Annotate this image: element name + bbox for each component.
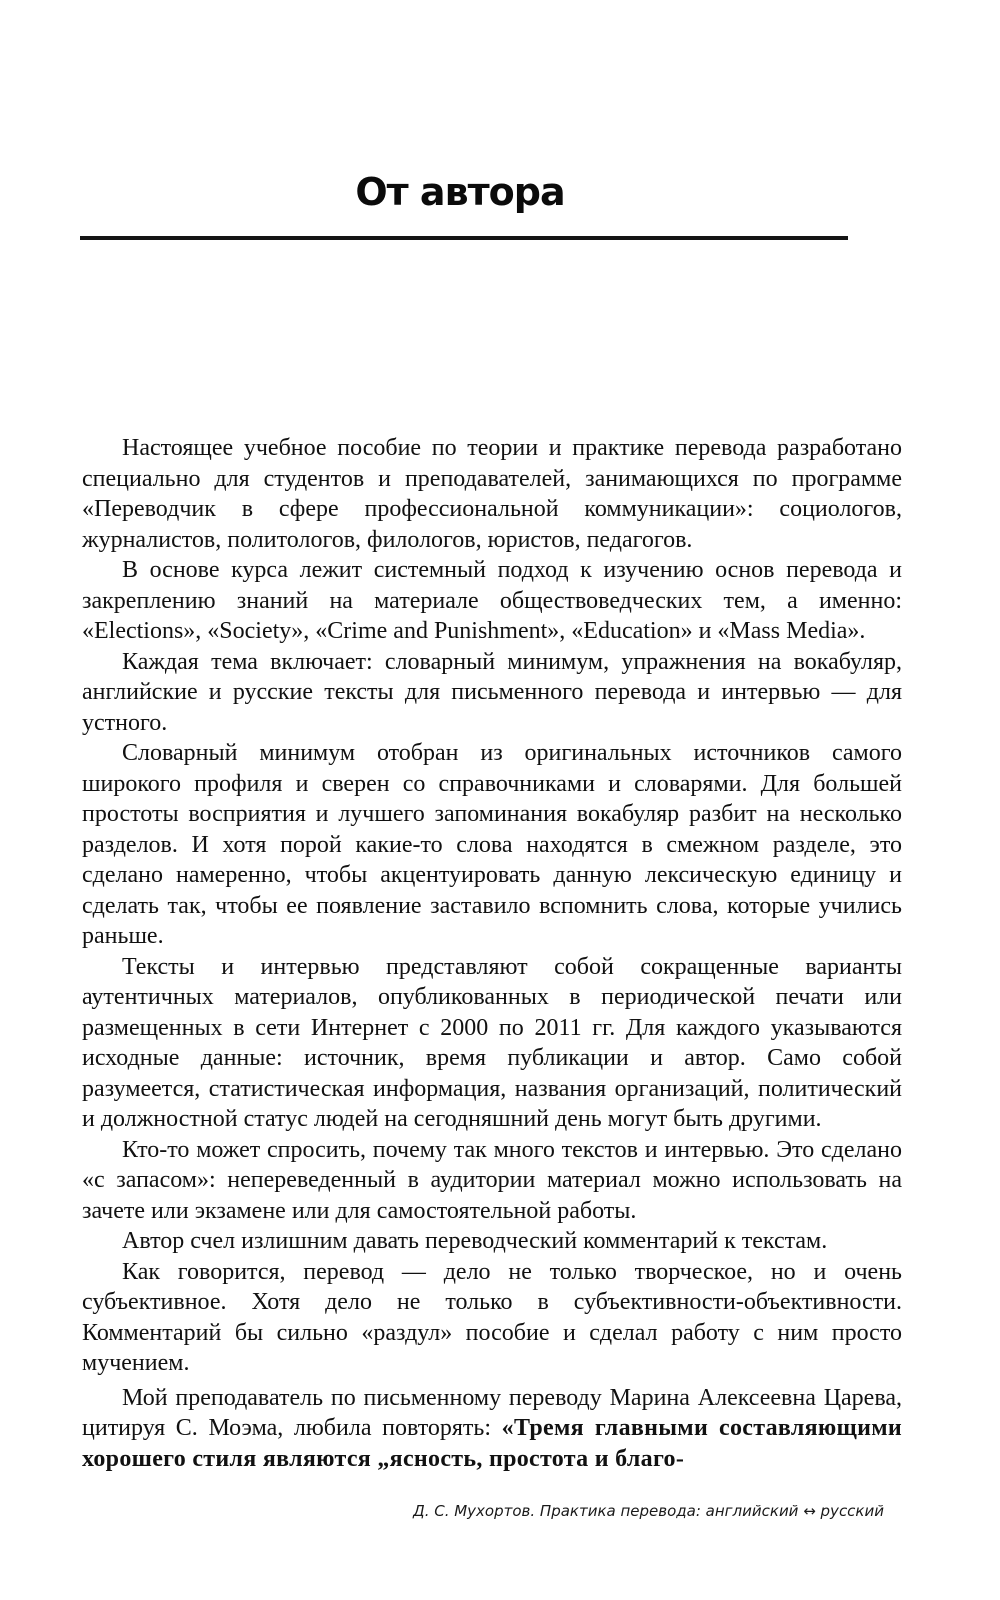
- paragraph: Словарный минимум отобран из оригинальных источников самого широкого профиля и сверен со справочниками и словарями. Для большей простоты восприятия и лучшего запоминания вокабуляр разбит на несколько разделов. И хотя порой какие-то слова находятся в смежном разделе, это сделано намеренно, чтобы акцентуировать данную лексическую единицу и сделать так, чтобы ее появление заставило вспомнить слова, которые учились раньше.: [82, 740, 902, 949]
- page-title: От автора: [355, 170, 565, 214]
- running-footer: Д. С. Мухортов. Практика перевода: английский ↔ русский: [412, 1502, 884, 1520]
- body-text: [82, 433, 902, 1474]
- bold-quote: «Тремя главными составляющими хорошего стиля являются „ясность, простота и благо-: [82, 1415, 903, 1472]
- paragraph: Кто-то может спросить, почему так много текстов и интервью. Это сделано «с запасом»: непереведенный в аудитории материал можно использовать на зачете или экзамене или для самостоятельной работы.: [82, 1136, 902, 1224]
- title-underline: [80, 236, 848, 240]
- paragraph-quote: [82, 1383, 902, 1475]
- paragraph: Настоящее учебное пособие по теории и практике перевода разработано специально для студентов и преподавателей, занимающихся по программе «Переводчик в сфере профессиональной коммуникации»: социологов, журналистов, политологов, филологов, юристов, педагогов.: [82, 435, 902, 553]
- paragraph: Каждая тема включает: словарный минимум, упражнения на вокабуляр, английские и русские тексты для письменного перевода и интервью — для устного.: [82, 648, 902, 736]
- paragraph: Тексты и интервью представляют собой сокращенные варианты аутентичных материалов, опубликованных в периодической печати или размещенных в сети Интернет с 2000 по 2011 гг. Для каждого указываются исходные данные: источник, время публикации и автор. Само собой разумеется, статистическая информация, названия организаций, политический и должностной статус людей на сегодняшний день могут быть другими.: [82, 953, 902, 1132]
- paragraph: В основе курса лежит системный подход к изучению основ перевода и закреплению знаний на материале обществоведческих тем, а именно: «Elections», «Society», «Crime and Punishment», «Education» и «Mass Media».: [82, 557, 902, 644]
- paragraph: Автор счел излишним давать переводческий комментарий к текстам.: [122, 1228, 828, 1254]
- paragraph-quote-lead: Мой преподаватель по письменному переводу Марина Алексеевна Царева, цитируя С. Моэма, любила повторять:: [82, 1384, 902, 1441]
- paragraph: Как говорится, перевод — дело не только творческое, но и очень субъективное. Хотя дело не только в субъективности-объективности. Комментарий бы сильно «раздул» пособие и сделал работу с ним просто мучением.: [82, 1258, 902, 1376]
